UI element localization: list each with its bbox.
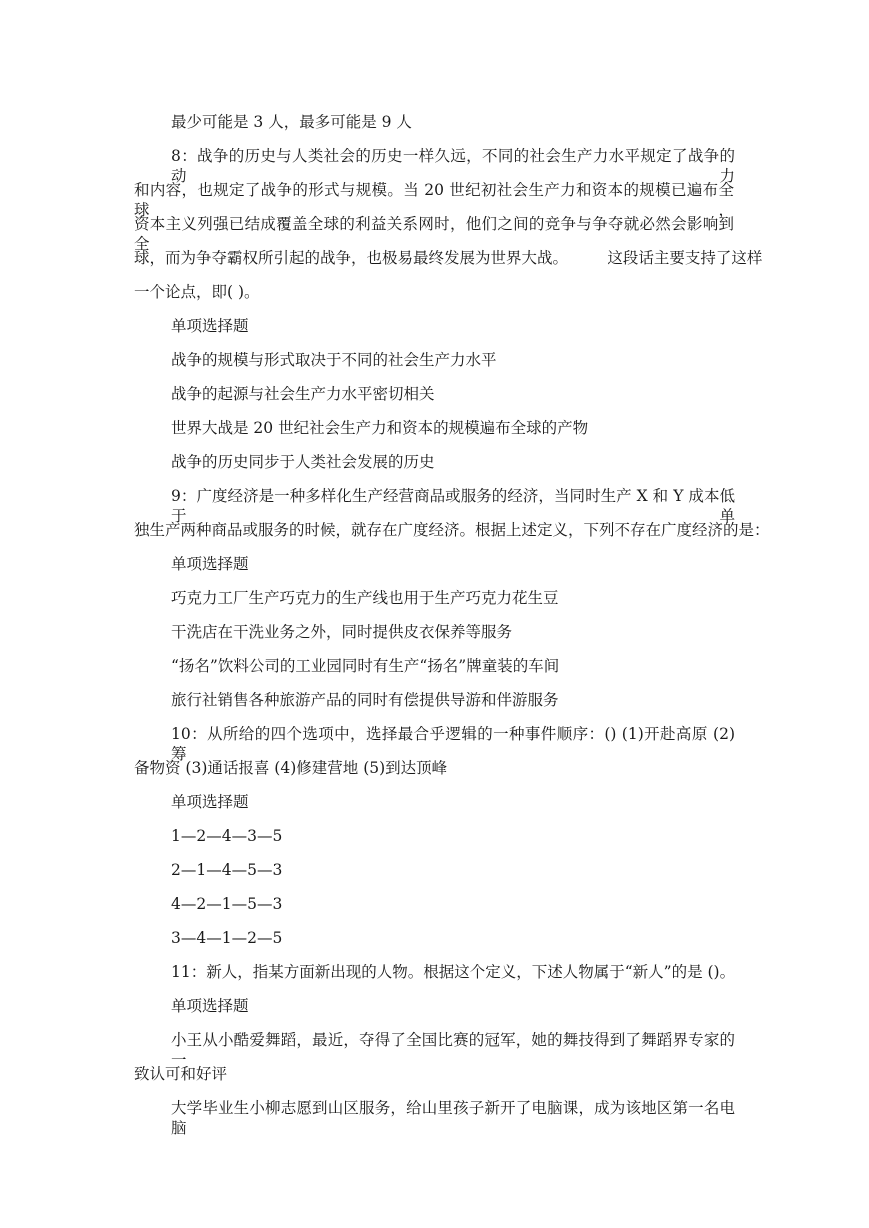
option-item: 战争的起源与社会生产力水平密切相关	[171, 385, 435, 403]
question-10-line: 10：从所给的四个选项中，选择最合乎逻辑的一种事件顺序：() (1)开赴高原 (2)筹	[171, 725, 735, 763]
option-item: 巧克力工厂生产巧克力的生产线也用于生产巧克力花生豆	[171, 589, 559, 607]
question-type-label: 单项选择题	[171, 555, 249, 573]
question-9-line: 9：广度经济是一种多样化生产经营商品或服务的经济，当同时生产 X 和 Y 成本低于单	[171, 487, 735, 525]
option-item: 战争的规模与形式取决于不同的社会生产力水平	[171, 351, 497, 369]
option-item: 致认可和好评	[134, 1065, 228, 1083]
option-item: 战争的历史同步于人类社会发展的历史	[171, 453, 435, 471]
option-item: 旅行社销售各种旅游产品的同时有偿提供导游和伴游服务	[171, 691, 559, 709]
question-8-line: 一个论点，即( )。	[134, 283, 260, 301]
option-item: 4—2—1—5—3	[171, 895, 283, 913]
option-item: 1—2—4—3—5	[171, 827, 283, 845]
question-8-line: 资本主义列强已结成覆盖全球的利益关系网时，他们之间的竞争与争夺就必然会影响到全	[134, 215, 734, 253]
question-8-line: 和内容，也规定了战争的形式与规模。当 20 世纪初社会生产力和资本的规模已遍布全球，	[134, 181, 734, 219]
option-item: “扬名”饮料公司的工业园同时有生产“扬名”牌童装的车间	[171, 657, 560, 675]
question-8-line: 8：战争的历史与人类社会的历史一样久远，不同的社会生产力水平规定了战争的动力	[171, 147, 735, 185]
question-type-label: 单项选择题	[171, 317, 249, 335]
option-item: 2—1—4—5—3	[171, 861, 283, 879]
option-item: 大学毕业生小柳志愿到山区服务，给山里孩子新开了电脑课，成为该地区第一名电脑	[171, 1099, 735, 1137]
option-item: 3—4—1—2—5	[171, 929, 283, 947]
option-item: 干洗店在干洗业务之外，同时提供皮衣保养等服务	[171, 623, 513, 641]
question-type-label: 单项选择题	[171, 997, 249, 1015]
question-10-line: 备物资 (3)通话报喜 (4)修建营地 (5)到达顶峰	[134, 759, 448, 777]
question-9-line: 独生产两种商品或服务的时候，就存在广度经济。根据上述定义，下列不存在广度经济的是：	[134, 521, 770, 539]
text-line: 最少可能是 3 人，最多可能是 9 人	[171, 113, 412, 131]
question-11-line: 11：新人，指某方面新出现的人物。根据这个定义，下述人物属于“新人”的是 ()。	[171, 963, 736, 981]
question-type-label: 单项选择题	[171, 793, 249, 811]
question-8-line: 球，而为争夺霸权所引起的战争，也极易最终发展为世界大战。 这段话主要支持了这样	[134, 249, 763, 267]
option-item: 世界大战是 20 世纪社会生产力和资本的规模遍布全球的产物	[171, 419, 589, 437]
option-item: 小王从小酷爱舞蹈，最近，夺得了全国比赛的冠军，她的舞技得到了舞蹈界专家的一	[171, 1031, 735, 1069]
